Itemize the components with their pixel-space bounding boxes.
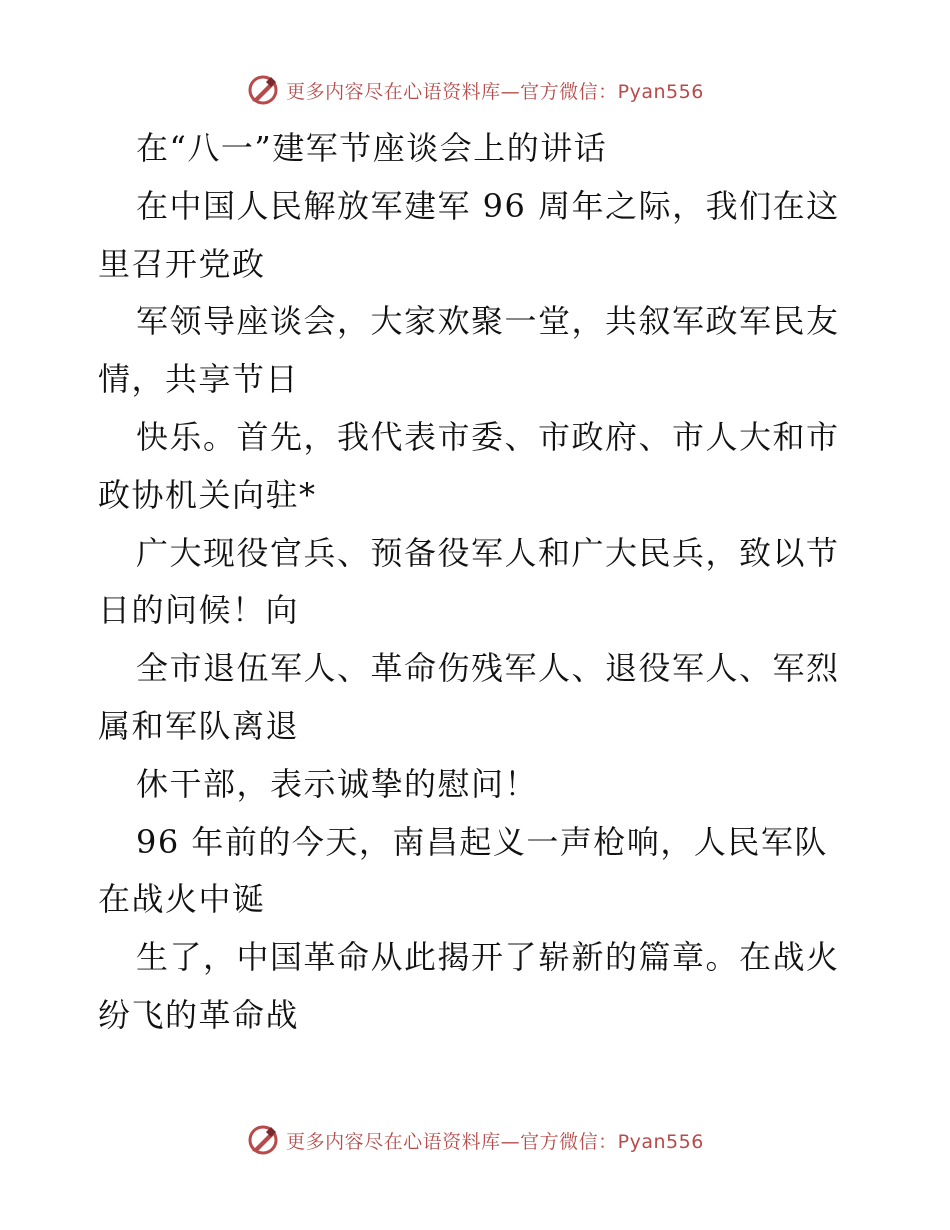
watermark-text: 更多内容尽在心语资料库—官方微信：Pyan556 xyxy=(286,80,704,103)
text-line: 军领导座谈会，大家欢聚一堂，共叙军政军民友 xyxy=(136,302,840,341)
document-title: 在“八一”建军节座谈会上的讲话 xyxy=(136,129,608,167)
text-line: 里召开党政 xyxy=(98,244,266,283)
text-line: 休干部，表示诚挚的慰问！ xyxy=(136,764,539,803)
quill-logo-icon xyxy=(246,1123,280,1157)
text-line: 96 年前的今天，南昌起义一声枪响，人民军队 xyxy=(136,822,828,861)
text-line: 属和军队离退 xyxy=(98,706,300,745)
text-line: 快乐。首先，我代表市委、市政府、市人大和市 xyxy=(136,417,840,456)
quill-logo-icon xyxy=(246,73,280,107)
text-line: 在中国人民解放军建军 96 周年之际，我们在这 xyxy=(136,186,840,225)
document-body xyxy=(98,120,858,1045)
text-line: 在战火中诞 xyxy=(98,880,266,919)
text-line: 生了，中国革命从此揭开了崭新的篇章。在战火 xyxy=(136,938,840,977)
text-line: 政协机关向驻* xyxy=(98,475,317,514)
text-line: 日的问候！向 xyxy=(98,591,300,630)
text-line: 纷飞的革命战 xyxy=(98,995,300,1034)
watermark-text: 更多内容尽在心语资料库—官方微信：Pyan556 xyxy=(286,1130,704,1153)
text-line: 全市退伍军人、革命伤残军人、退役军人、军烈 xyxy=(136,649,840,688)
text-line: 广大现役官兵、预备役军人和广大民兵，致以节 xyxy=(136,533,840,572)
footer-watermark xyxy=(0,1118,950,1162)
text-line: 情，共享节日 xyxy=(98,360,300,399)
header-watermark xyxy=(0,68,950,112)
